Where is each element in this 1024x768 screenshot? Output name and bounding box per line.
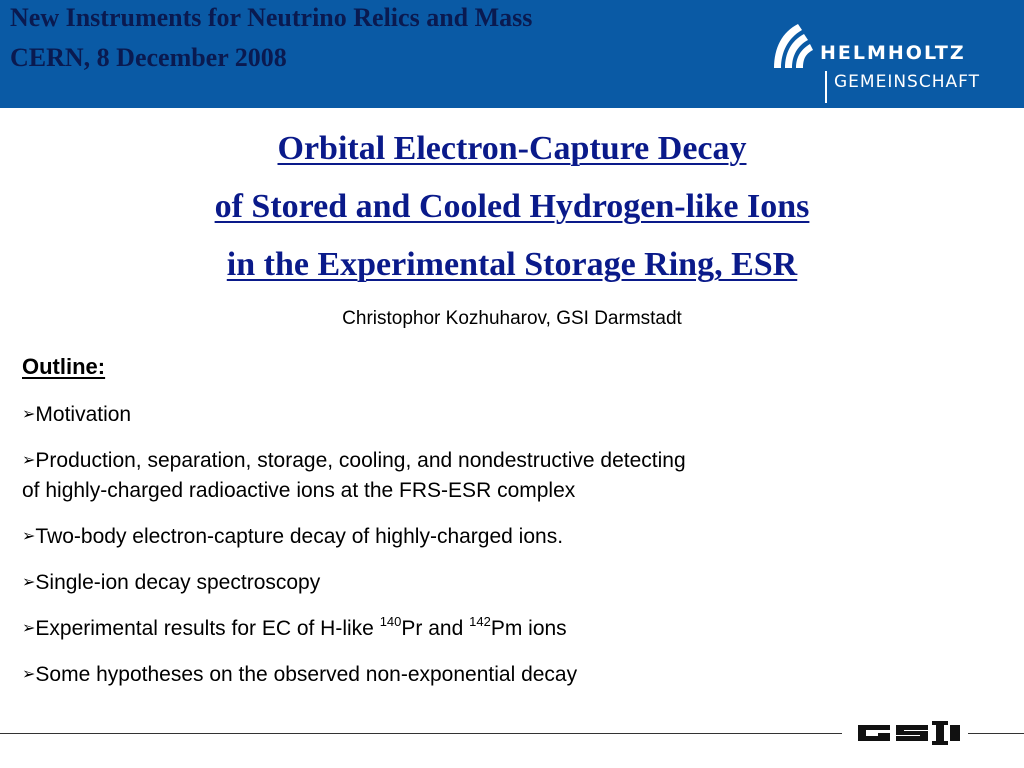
- conference-date: CERN, 8 December 2008: [10, 43, 287, 72]
- header-bar: [0, 0, 1024, 108]
- outline-item-text-continued: of highly-charged radioactive ions at the FRS-ESR complex: [22, 479, 576, 502]
- outline-item-text: Pr and: [401, 617, 470, 640]
- arrow-bullet-icon: ➢: [22, 666, 36, 683]
- outline-item-text: Two-body electron-capture decay of highly-charged ions.: [35, 525, 564, 548]
- outline-item-single-ion: [22, 568, 320, 598]
- slide-title-line-2: of Stored and Cooled Hydrogen-like Ions: [214, 188, 810, 225]
- outline-heading: Outline:: [22, 354, 106, 379]
- author-line: Christophor Kozhuharov, GSI Darmstadt: [342, 308, 682, 329]
- gemeinschaft-wordmark: GEMEINSCHAFT: [834, 72, 980, 92]
- outline-item-experimental-results: [22, 614, 567, 644]
- logo-divider: [825, 71, 827, 103]
- outline-item-text: Pm ions: [490, 617, 567, 640]
- outline-item-text: Experimental results for EC of H-like: [35, 617, 380, 640]
- gsi-logo-icon: [856, 719, 962, 747]
- arrow-bullet-icon: ➢: [22, 406, 36, 423]
- outline-item-production: [22, 446, 686, 506]
- footer-divider-left: [0, 733, 842, 734]
- arrow-bullet-icon: ➢: [22, 620, 36, 637]
- isotope-mass-number: 142: [469, 614, 491, 629]
- arrow-bullet-icon: ➢: [22, 452, 36, 469]
- isotope-mass-number: 140: [379, 614, 402, 629]
- outline-item-text: Production, separation, storage, cooling, and nondestructive detecting: [35, 449, 686, 472]
- helmholtz-logo-icon: [768, 22, 814, 74]
- conference-title: New Instruments for Neutrino Relics and Mass: [10, 3, 533, 32]
- outline-item-motivation: [22, 400, 131, 430]
- arrow-bullet-icon: ➢: [22, 574, 36, 591]
- outline-item-text: Motivation: [35, 403, 132, 426]
- slide-title-line-3: in the Experimental Storage Ring, ESR: [226, 246, 798, 283]
- footer-divider-right: [968, 733, 1024, 734]
- slide-title-line-1: Orbital Electron-Capture Decay: [277, 130, 747, 167]
- outline-item-text: Some hypotheses on the observed non-exponential decay: [35, 663, 578, 686]
- helmholtz-wordmark: HELMHOLTZ: [820, 42, 966, 64]
- outline-item-hypotheses: [22, 660, 577, 690]
- outline-item-text: Single-ion decay spectroscopy: [35, 571, 321, 594]
- helmholtz-logo: [768, 22, 1008, 102]
- arrow-bullet-icon: ➢: [22, 528, 36, 545]
- outline-item-two-body-decay: [22, 522, 563, 552]
